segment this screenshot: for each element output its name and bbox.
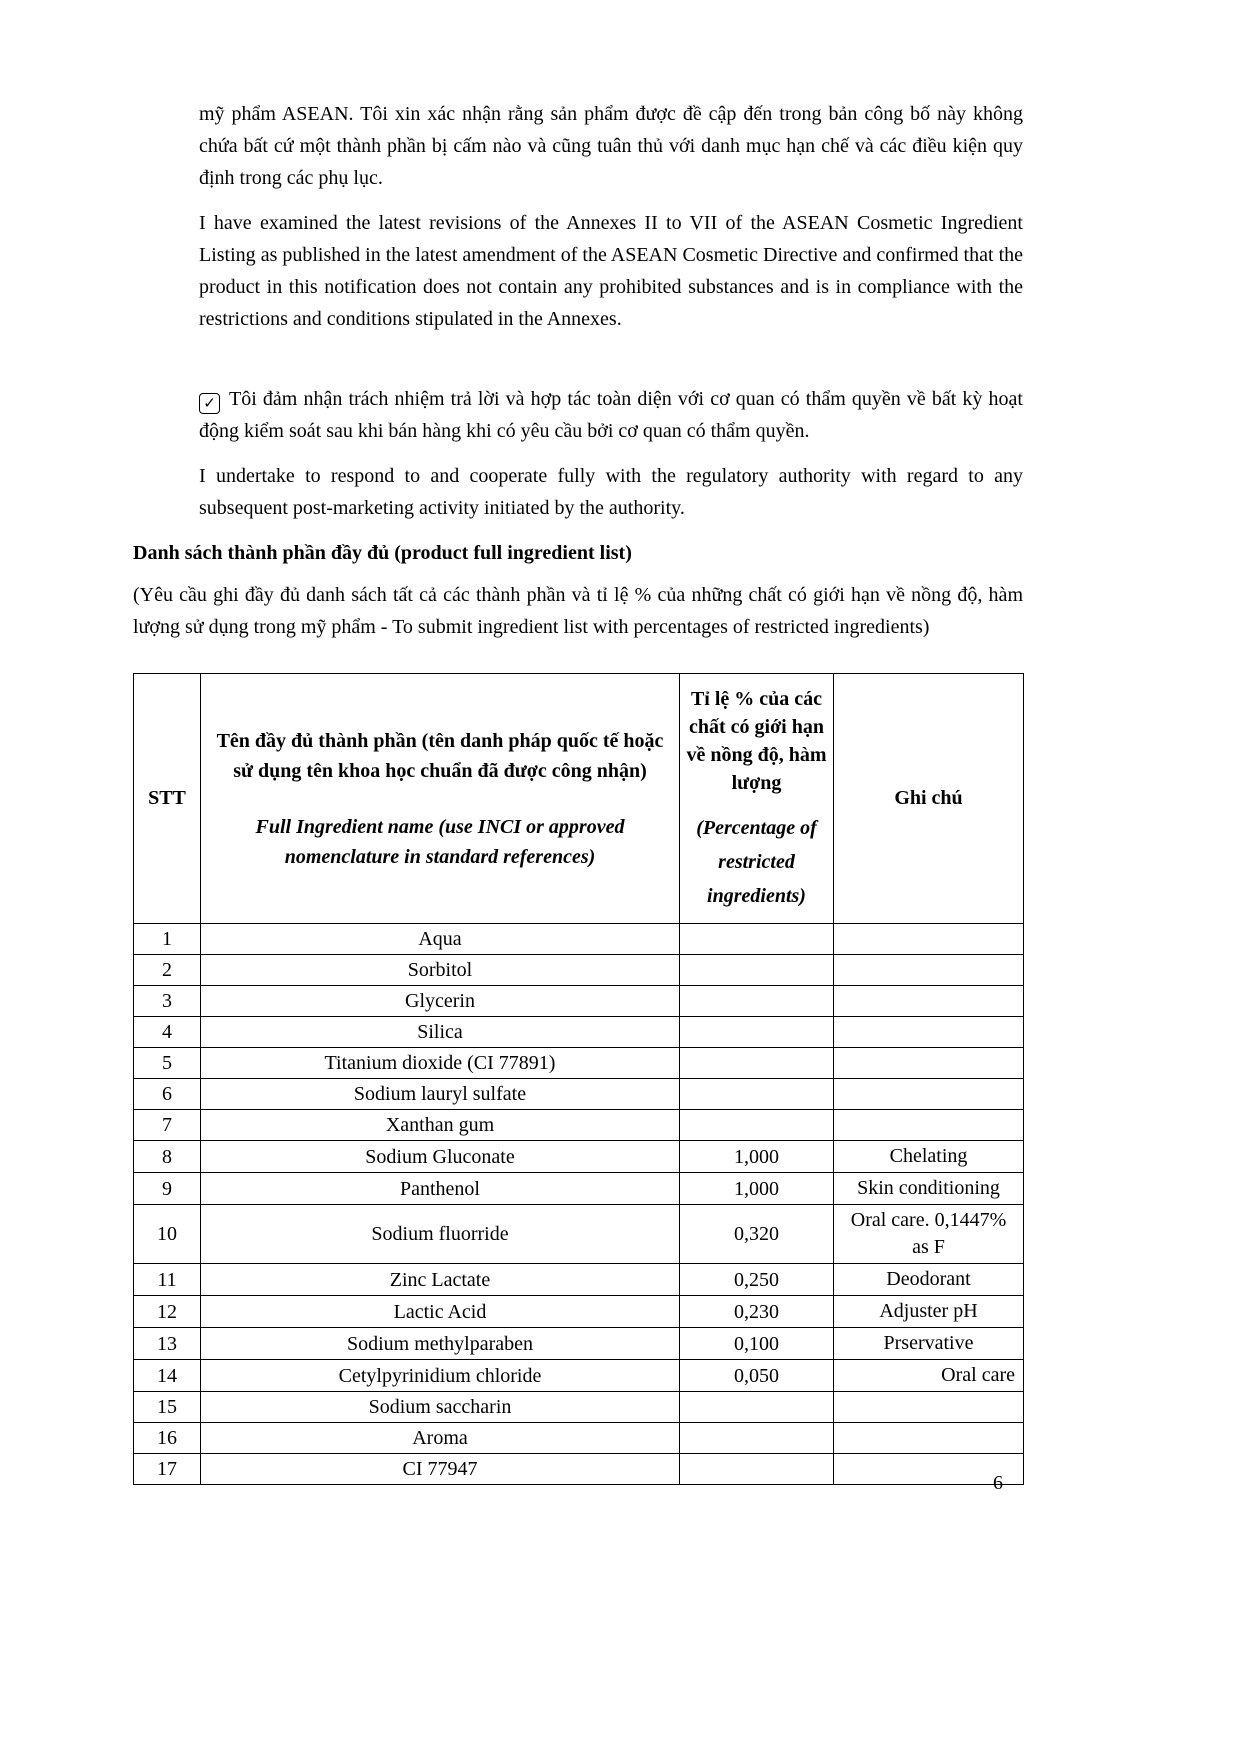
- table-row: [134, 1360, 1024, 1392]
- cell-stt: 7: [134, 1110, 201, 1141]
- cell-note: Oral care: [834, 1360, 1024, 1392]
- cell-pct: [680, 1454, 834, 1485]
- cell-name: Silica: [201, 1017, 680, 1048]
- cell-pct: [680, 1079, 834, 1110]
- cell-pct: 1,000: [680, 1173, 834, 1205]
- cell-pct: 0,230: [680, 1296, 834, 1328]
- cell-note: Deodorant: [834, 1264, 1024, 1296]
- cell-name: Xanthan gum: [201, 1110, 680, 1141]
- cell-name: Sodium fluorride: [201, 1205, 680, 1264]
- table-row: [134, 1423, 1024, 1454]
- cell-stt: 6: [134, 1079, 201, 1110]
- cell-note: [834, 1017, 1024, 1048]
- cell-note: [834, 924, 1024, 955]
- cell-pct: [680, 1423, 834, 1454]
- cell-stt: 10: [134, 1205, 201, 1264]
- cell-note: [834, 955, 1024, 986]
- cell-name: Sodium lauryl sulfate: [201, 1079, 680, 1110]
- table-row: [134, 1141, 1024, 1173]
- table-row: [134, 955, 1024, 986]
- cell-note: [834, 1079, 1024, 1110]
- cell-note: Skin conditioning: [834, 1173, 1024, 1205]
- cell-name: Glycerin: [201, 986, 680, 1017]
- cell-name: CI 77947: [201, 1454, 680, 1485]
- header-percentage: [680, 674, 834, 924]
- cell-note: Adjuster pH: [834, 1296, 1024, 1328]
- paragraph-undertake-vi-text: Tôi đảm nhận trách nhiệm trả lời và hợp tác toàn diện với cơ quan có thẩm quyền về bất kỳ hoạt động kiểm soát sau khi bán hàng khi có yêu cầu bởi cơ quan có thẩm quyền.: [199, 388, 1023, 442]
- cell-pct: 0,320: [680, 1205, 834, 1264]
- ingredient-list-heading: Danh sách thành phần đầy đủ (product full ingredient list): [133, 542, 632, 564]
- cell-stt: 1: [134, 924, 201, 955]
- cell-pct: [680, 1017, 834, 1048]
- cell-note: Oral care. 0,1447% as F: [834, 1205, 1024, 1264]
- cell-note: [834, 1423, 1024, 1454]
- cell-stt: 12: [134, 1296, 201, 1328]
- header-ingredient-name: [201, 674, 680, 924]
- header-percentage-en: (Percentage of restricted ingredients): [696, 816, 817, 907]
- cell-pct: 0,100: [680, 1328, 834, 1360]
- table-row: [134, 924, 1024, 955]
- cell-name: Aqua: [201, 924, 680, 955]
- table-row: [134, 1017, 1024, 1048]
- header-stt: STT: [134, 674, 201, 924]
- cell-stt: 11: [134, 1264, 201, 1296]
- checked-checkbox-icon: ✓: [199, 393, 220, 414]
- cell-stt: 3: [134, 986, 201, 1017]
- cell-name: Aroma: [201, 1423, 680, 1454]
- cell-stt: 2: [134, 955, 201, 986]
- cell-note: Prservative: [834, 1328, 1024, 1360]
- cell-pct: [680, 924, 834, 955]
- table-row: [134, 1173, 1024, 1205]
- paragraph-undertake-vi: [199, 383, 1023, 447]
- table-row: [134, 1454, 1024, 1485]
- paragraph-declaration-vi: mỹ phẩm ASEAN. Tôi xin xác nhận rằng sản phẩm được đề cập đến trong bản công bố này không chứa bất cứ một thành phần bị cấm nào và cũng tuân thủ với danh mục hạn chế và các điều kiện quy định trong các phụ lục.: [199, 103, 1023, 189]
- cell-stt: 5: [134, 1048, 201, 1079]
- header-note: Ghi chú: [834, 674, 1024, 924]
- cell-pct: [680, 1392, 834, 1423]
- cell-stt: 17: [134, 1454, 201, 1485]
- cell-name: Lactic Acid: [201, 1296, 680, 1328]
- cell-pct: 0,050: [680, 1360, 834, 1392]
- paragraph-undertake-en: I undertake to respond to and cooperate fully with the regulatory authority with regard to any subsequent post-marketing activity initiated by the authority.: [199, 465, 1023, 519]
- cell-stt: 9: [134, 1173, 201, 1205]
- cell-name: Sodium saccharin: [201, 1392, 680, 1423]
- cell-note: [834, 1048, 1024, 1079]
- cell-note: [834, 1110, 1024, 1141]
- cell-stt: 14: [134, 1360, 201, 1392]
- cell-name: Titanium dioxide (CI 77891): [201, 1048, 680, 1079]
- cell-name: Cetylpyrinidium chloride: [201, 1360, 680, 1392]
- table-row: [134, 986, 1024, 1017]
- header-percentage-vi: Tỉ lệ % của các chất có giới hạn về nồng độ, hàm lượng: [686, 687, 827, 794]
- cell-name: Panthenol: [201, 1173, 680, 1205]
- header-ingredient-name-en: Full Ingredient name (use INCI or approved nomenclature in standard references): [255, 815, 625, 868]
- table-row: [134, 1392, 1024, 1423]
- ingredient-list-subheading: (Yêu cầu ghi đầy đủ danh sách tất cả các thành phần và tỉ lệ % của những chất có giới hạn về nồng độ, hàm lượng sử dụng trong mỹ phẩm - To submit ingredient list with percentages of restricted ingredients): [133, 584, 1023, 638]
- cell-stt: 4: [134, 1017, 201, 1048]
- table-row: [134, 1264, 1024, 1296]
- ingredient-table-body: [134, 924, 1024, 1485]
- cell-note: [834, 1392, 1024, 1423]
- cell-stt: 8: [134, 1141, 201, 1173]
- table-row: [134, 1079, 1024, 1110]
- cell-pct: [680, 1048, 834, 1079]
- cell-pct: [680, 1110, 834, 1141]
- cell-pct: 0,250: [680, 1264, 834, 1296]
- table-row: [134, 1205, 1024, 1264]
- document-content: [133, 98, 1023, 1485]
- table-row: [134, 1296, 1024, 1328]
- cell-pct: 1,000: [680, 1141, 834, 1173]
- table-row: [134, 1048, 1024, 1079]
- ingredient-table: [133, 673, 1024, 1485]
- table-row: [134, 1328, 1024, 1360]
- cell-name: Sorbitol: [201, 955, 680, 986]
- cell-note: [834, 986, 1024, 1017]
- paragraph-declaration-en: I have examined the latest revisions of the Annexes II to VII of the ASEAN Cosmetic Ingredient Listing as published in the latest amendment of the ASEAN Cosmetic Directive and confirmed that the product in this notification does not contain any prohibited substances and is in compliance with the restrictions and conditions stipulated in the Annexes.: [199, 212, 1023, 330]
- header-ingredient-name-vi: Tên đầy đủ thành phần (tên danh pháp quốc tế hoặc sử dụng tên khoa học chuẩn đã được công nhận): [216, 729, 664, 782]
- cell-name: Sodium Gluconate: [201, 1141, 680, 1173]
- cell-pct: [680, 955, 834, 986]
- cell-stt: 13: [134, 1328, 201, 1360]
- table-row: [134, 1110, 1024, 1141]
- cell-name: Zinc Lactate: [201, 1264, 680, 1296]
- page-number: 6: [993, 1472, 1003, 1494]
- cell-stt: 15: [134, 1392, 201, 1423]
- cell-stt: 16: [134, 1423, 201, 1454]
- cell-pct: [680, 986, 834, 1017]
- ingredient-table-header: [134, 674, 1024, 924]
- cell-note: Chelating: [834, 1141, 1024, 1173]
- cell-name: Sodium methylparaben: [201, 1328, 680, 1360]
